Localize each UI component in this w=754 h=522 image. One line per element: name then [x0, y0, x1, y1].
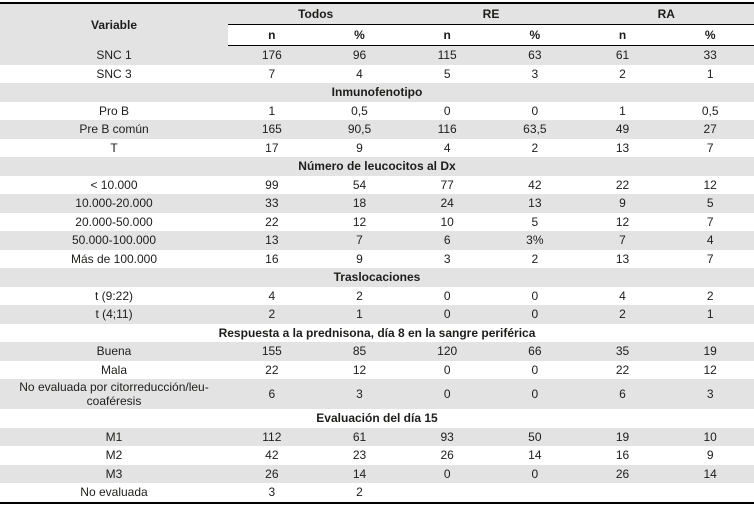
value-cell	[666, 483, 754, 502]
value-cell: 3	[268, 485, 276, 500]
column-header-variable: Variable	[0, 4, 228, 46]
results-table	[0, 2, 754, 504]
value-cell: 33	[265, 196, 279, 211]
value-cell: 26	[615, 466, 630, 481]
row-label: SNC 3	[96, 66, 132, 81]
section-label: Evaluación del día 15	[316, 411, 438, 426]
table-row	[0, 361, 754, 380]
table-row	[0, 213, 754, 232]
value-cell: 93	[440, 429, 454, 444]
table-row	[0, 428, 754, 447]
value-cell: 9	[706, 448, 714, 463]
row-label: Pro B	[98, 103, 129, 118]
value-cell: 50	[528, 429, 542, 444]
row-label: T	[110, 140, 118, 155]
value-cell: 14	[703, 466, 717, 481]
value-cell: 0	[531, 307, 539, 322]
section-row	[0, 268, 754, 287]
value-cell: 17	[265, 140, 279, 155]
table-row	[0, 194, 754, 213]
value-cell: 18	[352, 196, 367, 211]
value-cell: 33	[703, 48, 717, 63]
value-cell: 3	[706, 387, 714, 401]
value-cell: 16	[615, 448, 630, 463]
value-cell: 22	[615, 362, 630, 377]
value-cell: 61	[352, 429, 367, 444]
value-cell: 66	[528, 344, 542, 359]
value-cell: 12	[352, 362, 367, 377]
value-cell: 14	[528, 448, 542, 463]
value-cell: 10	[440, 214, 454, 229]
row-label: t (4;11)	[95, 307, 133, 322]
row-label: M3	[105, 466, 123, 481]
row-label: Pre B común	[79, 122, 149, 137]
table-row	[0, 176, 754, 195]
table-row	[0, 231, 754, 250]
table-row	[0, 342, 754, 361]
table-row	[0, 446, 754, 465]
value-cell: 2	[531, 251, 539, 266]
row-label: Buena	[96, 344, 132, 359]
value-cell: 24	[440, 196, 454, 211]
value-cell: 22	[265, 362, 279, 377]
value-cell: 7	[706, 140, 714, 155]
table-row	[0, 139, 754, 158]
value-cell: 9	[619, 196, 626, 211]
value-cell: 3	[443, 251, 451, 266]
value-cell: 1	[706, 307, 714, 322]
value-cell: 3	[531, 66, 539, 81]
section-label: Inmunofenotipo	[331, 85, 423, 100]
value-cell: 0	[443, 387, 451, 401]
table-row	[0, 287, 754, 306]
value-cell: 23	[352, 448, 367, 463]
value-cell: 7	[619, 233, 626, 248]
value-cell: 0	[531, 387, 539, 401]
value-cell: 22	[265, 214, 279, 229]
table-row	[0, 465, 754, 484]
value-cell: 0	[531, 362, 539, 377]
value-cell: 0	[443, 103, 451, 118]
value-cell: 120	[437, 344, 458, 359]
value-cell: 6	[268, 387, 276, 401]
table-row	[0, 46, 754, 65]
value-cell	[579, 483, 667, 502]
section-label: Traslocaciones	[333, 270, 421, 285]
value-cell: 42	[265, 448, 279, 463]
value-cell: 90,5	[347, 122, 372, 137]
value-cell: 2	[531, 140, 539, 155]
value-cell: 1	[268, 103, 276, 118]
value-cell: 7	[268, 66, 276, 81]
value-cell: 61	[615, 48, 630, 63]
section-row	[0, 409, 754, 428]
value-cell: 2	[619, 66, 626, 81]
value-cell: 49	[615, 122, 630, 137]
value-cell: 5	[706, 196, 714, 211]
value-cell: 12	[703, 362, 717, 377]
value-cell: 16	[265, 251, 279, 266]
value-cell	[491, 483, 579, 502]
value-cell: 2	[356, 288, 363, 303]
value-cell: 6	[619, 387, 626, 401]
row-label: Más de 100.000	[70, 251, 158, 266]
subheader-todos-pct: %	[316, 25, 404, 46]
column-group-re: RE	[403, 4, 578, 25]
value-cell: 1	[619, 103, 626, 118]
value-cell: 3	[356, 387, 363, 401]
table-row	[0, 305, 754, 324]
value-cell: 14	[352, 466, 367, 481]
value-cell: 96	[352, 48, 367, 63]
column-group-todos: Todos	[228, 4, 403, 25]
value-cell: 4	[356, 66, 363, 81]
section-row	[0, 83, 754, 102]
row-label: M2	[105, 448, 123, 463]
value-cell: 115	[437, 48, 457, 63]
value-cell: 0,5	[351, 103, 368, 118]
value-cell: 7	[706, 251, 714, 266]
subheader-ra-n: n	[579, 25, 667, 46]
value-cell: 63	[528, 48, 542, 63]
value-cell: 6	[443, 233, 451, 248]
table-header	[0, 4, 754, 46]
value-cell: 13	[615, 251, 630, 266]
row-label: 50.000-100.000	[71, 233, 157, 248]
value-cell: 0	[443, 288, 451, 303]
table-row	[0, 120, 754, 139]
value-cell: 10	[703, 429, 717, 444]
value-cell: 12	[615, 214, 630, 229]
value-cell: 2	[706, 288, 714, 303]
value-cell: 116	[437, 122, 457, 137]
section-row	[0, 324, 754, 343]
table-body	[0, 46, 754, 502]
value-cell: 2	[356, 485, 363, 500]
subheader-re-pct: %	[491, 25, 579, 46]
value-cell: 13	[615, 140, 630, 155]
value-cell: 0	[531, 466, 539, 481]
value-cell: 85	[352, 344, 367, 359]
value-cell: 176	[261, 48, 282, 63]
table-row	[0, 102, 754, 121]
section-row	[0, 157, 754, 176]
value-cell: 99	[265, 177, 279, 192]
value-cell: 13	[528, 196, 542, 211]
row-label: Mala	[100, 362, 127, 377]
row-label: t (9:22)	[94, 288, 133, 303]
value-cell: 155	[261, 344, 282, 359]
value-cell: 19	[615, 429, 630, 444]
value-cell: 9	[356, 251, 363, 266]
value-cell: 27	[703, 122, 717, 137]
value-cell: 22	[615, 177, 630, 192]
value-cell: 77	[440, 177, 454, 192]
value-cell: 12	[703, 177, 717, 192]
row-label: No evaluada por citorreducción/leu-coaféresis	[19, 380, 209, 408]
row-label: < 10.000	[90, 177, 138, 192]
section-label: Número de leucocitos al Dx	[298, 159, 456, 174]
value-cell: 1	[706, 66, 714, 81]
value-cell: 0	[443, 362, 451, 377]
value-cell: 2	[268, 307, 276, 322]
value-cell: 4	[706, 233, 714, 248]
value-cell: 12	[352, 214, 367, 229]
value-cell: 4	[268, 288, 276, 303]
value-cell: 63,5	[523, 122, 547, 137]
row-label: SNC 1	[96, 48, 132, 63]
value-cell: 165	[261, 122, 282, 137]
subheader-ra-pct: %	[666, 25, 754, 46]
column-group-ra: RA	[579, 4, 754, 25]
value-cell: 5	[531, 214, 539, 229]
value-cell: 26	[265, 466, 279, 481]
value-cell	[403, 483, 491, 502]
value-cell: 0	[531, 103, 539, 118]
subheader-re-n: n	[403, 25, 491, 46]
row-label: 20.000-50.000	[75, 214, 153, 229]
value-cell: 5	[443, 66, 451, 81]
section-label: Respuesta a la prednisona, día 8 en la sangre periférica	[218, 325, 536, 340]
value-cell: 1	[356, 307, 363, 322]
value-cell: 0	[443, 307, 451, 322]
value-cell: 0,5	[701, 103, 719, 118]
table-row	[0, 250, 754, 269]
row-label: M1	[105, 429, 123, 444]
value-cell: 13	[265, 233, 279, 248]
value-cell: 4	[619, 288, 626, 303]
table-row	[0, 65, 754, 84]
value-cell: 54	[352, 177, 367, 192]
value-cell: 112	[262, 429, 282, 444]
value-cell: 7	[356, 233, 363, 248]
value-cell: 4	[443, 140, 451, 155]
value-cell: 35	[615, 344, 630, 359]
value-cell: 42	[528, 177, 542, 192]
table-row	[0, 483, 754, 502]
value-cell: 0	[531, 288, 539, 303]
value-cell: 9	[356, 140, 363, 155]
subheader-todos-n: n	[228, 25, 316, 46]
table-row	[0, 379, 754, 409]
value-cell: 0	[443, 466, 451, 481]
value-cell: 19	[703, 344, 717, 359]
value-cell: 26	[440, 448, 454, 463]
value-cell: 7	[706, 214, 714, 229]
row-label: No evaluada	[80, 485, 148, 500]
value-cell: 2	[619, 307, 626, 322]
row-label: 10.000-20.000	[75, 196, 153, 211]
value-cell: 3%	[526, 233, 544, 248]
